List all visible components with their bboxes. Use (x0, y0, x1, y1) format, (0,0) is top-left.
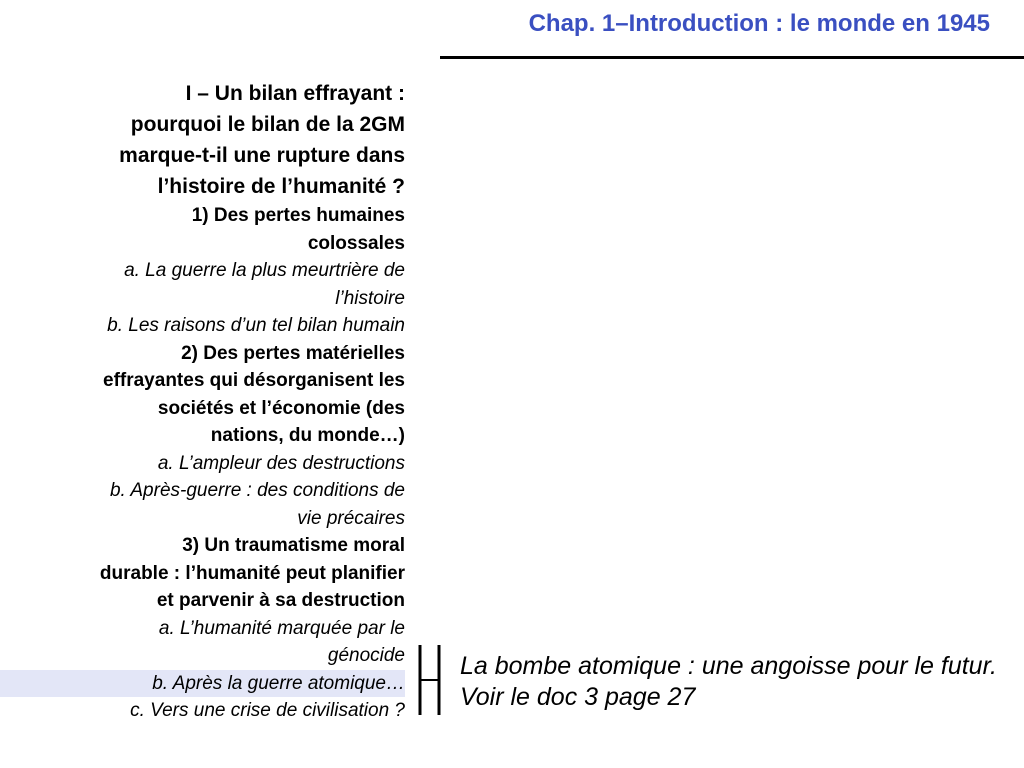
section-heading-line: I – Un bilan effrayant : (185, 82, 405, 105)
subsection-2-line: effrayantes qui désorganisent les (103, 370, 405, 391)
item-3b-highlighted: b. Après la guerre atomique… (0, 670, 405, 698)
subsection-1-line: 1) Des pertes humaines (191, 205, 405, 226)
bracket-connector-icon (415, 645, 441, 715)
section-heading-line: l’histoire de l’humanité ? (157, 175, 405, 198)
subsection-3-line: durable : l’humanité peut planifier (99, 562, 405, 584)
section-heading-line: marque-t-il une rupture dans (119, 144, 405, 167)
slide-title: Chap. 1–Introduction : le monde en 1945 (528, 10, 990, 37)
item-2a-line: a. L’ampleur des destructions (157, 452, 405, 474)
item-2b-line: vie précaires (297, 507, 405, 529)
item-1a-line: l’histoire (335, 287, 405, 309)
item-1b-line: b. Les raisons d’un tel bilan humain (107, 315, 405, 336)
section-heading-line: pourquoi le bilan de la 2GM (130, 113, 405, 136)
chapter-outline (0, 78, 405, 725)
subsection-2-line: sociétés et l’économie (des (157, 397, 405, 419)
subsection-3-line: et parvenir à sa destruction (156, 590, 405, 611)
item-3a-line: a. L’humanité marquée par le (158, 617, 405, 639)
subsection-2-line: nations, du monde…) (210, 425, 405, 446)
item-2b-line: b. Après-guerre : des conditions de (109, 480, 405, 501)
item-3a-line: génocide (327, 645, 405, 666)
subsection-3-line: 3) Un traumatisme moral (182, 535, 405, 556)
subsection-2-line: 2) Des pertes matérielles (181, 342, 405, 364)
item-1a-line: a. La guerre la plus meurtrière de (124, 260, 405, 281)
annotation-note: La bombe atomique : une angoisse pour le futur. Voir le doc 3 page 27 (460, 652, 997, 711)
subsection-1-line: colossales (307, 232, 405, 254)
title-divider (440, 56, 1024, 59)
item-3c-line: c. Vers une crise de civilisation ? (130, 700, 405, 721)
